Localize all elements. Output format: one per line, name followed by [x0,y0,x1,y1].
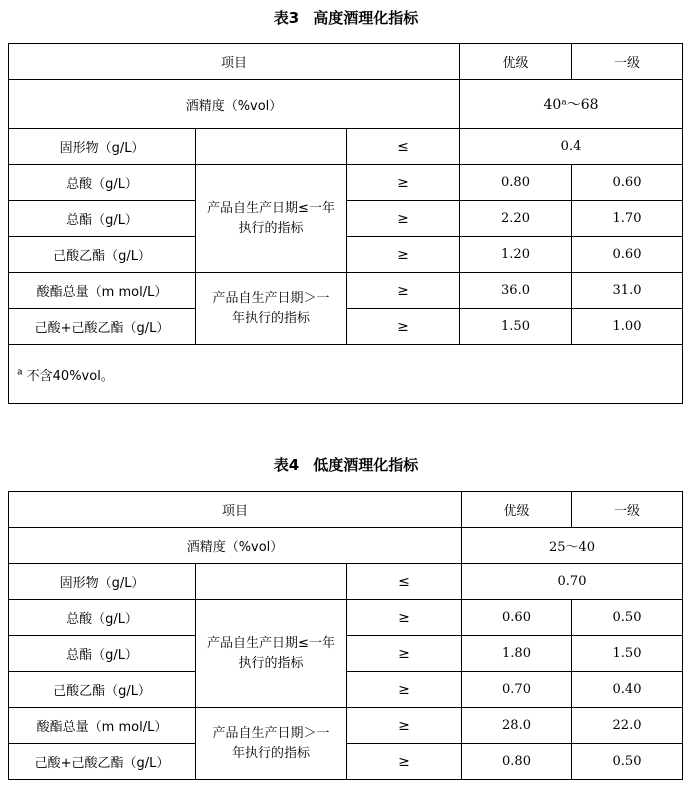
abv-row [9,528,683,564]
row-first-value: 1.00 [572,309,683,345]
row-operator: ≥ [347,165,460,201]
solids-row [9,564,683,600]
table-row [9,600,683,636]
header-row [9,492,683,528]
abv-label: 酒精度（%vol） [9,80,460,129]
abv-value: 40ᵃ～68 [460,80,683,129]
row-first-value: 1.50 [572,636,683,672]
group-note-after-one-year [196,273,347,345]
row-operator: ≥ [347,744,462,780]
row-first-value: 0.60 [572,237,683,273]
row-first-value: 22.0 [572,708,683,744]
row-label: 总酸（g/L） [9,165,196,201]
row-operator: ≥ [347,309,460,345]
header-row [9,44,683,80]
footnote-row [9,345,683,404]
row-operator: ≥ [347,273,460,309]
header-grade-superior: 优级 [460,44,572,80]
table4-caption-title: 低度酒理化指标 [313,456,419,474]
group-note-within-one-year [196,165,347,273]
group-note-text: 产品自生产日期≤一年执行的指标 [207,635,335,671]
row-label: 己酸+己酸乙酯（g/L） [9,744,196,780]
footnote-mark: a [17,367,23,378]
group-note-after-one-year [196,708,347,780]
row-label: 己酸乙酯（g/L） [9,672,196,708]
row-label: 己酸乙酯（g/L） [9,237,196,273]
solids-label: 固形物（g/L） [9,564,196,600]
header-grade-first: 一级 [572,44,683,80]
row-superior-value: 2.20 [460,201,572,237]
row-operator: ≥ [347,672,462,708]
row-superior-value: 1.80 [462,636,572,672]
abv-value: 25～40 [462,528,683,564]
row-superior-value: 28.0 [462,708,572,744]
row-superior-value: 1.50 [460,309,572,345]
row-operator: ≥ [347,708,462,744]
row-first-value: 0.60 [572,165,683,201]
table-row [9,165,683,201]
abv-label: 酒精度（%vol） [9,528,462,564]
row-operator: ≥ [347,201,460,237]
solids-row [9,129,683,165]
row-superior-value: 36.0 [460,273,572,309]
table3-caption-number: 表3 [273,9,300,27]
abv-row [9,80,683,129]
solids-blank-cell [196,564,347,600]
table4-caption-number: 表4 [273,456,300,474]
table3-caption-title: 高度酒理化指标 [313,9,419,27]
row-label: 总酸（g/L） [9,600,196,636]
row-operator: ≥ [347,600,462,636]
row-superior-value: 1.20 [460,237,572,273]
row-first-value: 0.40 [572,672,683,708]
table4-low-alcohol-spec [8,491,683,780]
table-row [9,708,683,744]
row-label: 总酯（g/L） [9,636,196,672]
solids-value: 0.4 [460,129,683,165]
row-first-value: 0.50 [572,744,683,780]
row-first-value: 1.70 [572,201,683,237]
table-row [9,273,683,309]
header-grade-superior: 优级 [462,492,572,528]
row-superior-value: 0.60 [462,600,572,636]
group-note-text: 产品自生产日期＞一年执行的指标 [212,290,330,326]
solids-label: 固形物（g/L） [9,129,196,165]
row-label: 己酸+己酸乙酯（g/L） [9,309,196,345]
row-superior-value: 0.80 [460,165,572,201]
header-item: 项目 [9,44,460,80]
row-label: 总酯（g/L） [9,201,196,237]
row-label: 酸酯总量（m mol/L） [9,273,196,309]
footnote [9,345,683,404]
table3-caption [0,8,692,28]
solids-operator: ≤ [347,129,460,165]
header-item: 项目 [9,492,462,528]
row-first-value: 31.0 [572,273,683,309]
footnote-text: 不含40%vol。 [26,369,114,384]
row-operator: ≥ [347,237,460,273]
group-note-text: 产品自生产日期＞一年执行的指标 [212,725,330,761]
header-grade-first: 一级 [572,492,683,528]
group-note-text: 产品自生产日期≤一年执行的指标 [207,200,335,236]
row-superior-value: 0.70 [462,672,572,708]
table3-high-alcohol-spec [8,43,683,404]
solids-operator: ≤ [347,564,462,600]
row-operator: ≥ [347,636,462,672]
row-label: 酸酯总量（m mol/L） [9,708,196,744]
row-superior-value: 0.80 [462,744,572,780]
solids-value: 0.70 [462,564,683,600]
group-note-within-one-year [196,600,347,708]
table4-caption [0,455,692,475]
solids-blank-cell [196,129,347,165]
row-first-value: 0.50 [572,600,683,636]
